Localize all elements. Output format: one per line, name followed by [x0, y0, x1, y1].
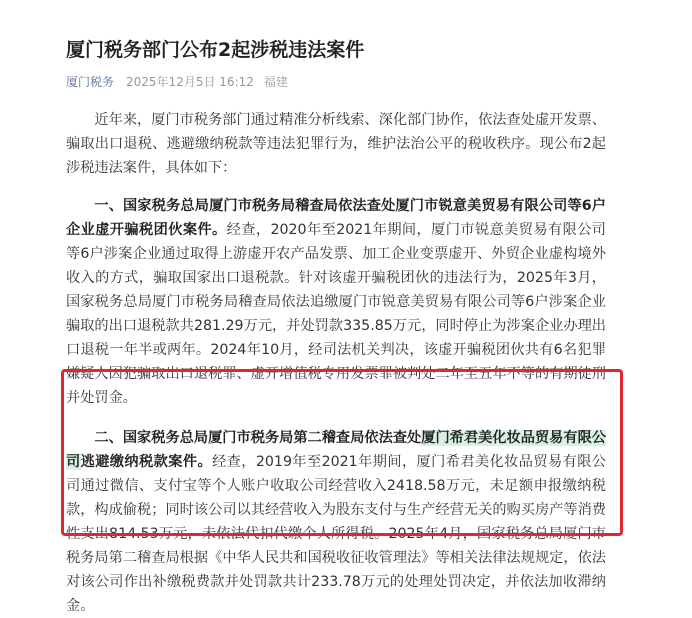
article-meta: [66, 74, 288, 90]
case-1-body: 经查，2020年至2021年期间，厦门市锐意美贸易有限公司等6户涉案企业通过取得上游虚开农产品发票、加工企业变票虚开、外贸企业虚构境外收入的方式，骗取国家出口退税款。针对该虚开骗税团伙的违法行为，2025年3月，国家税务总局厦门市税务局稽查局依法追缴厦门市锐意美贸易有限公司等6户涉案企业骗取的出口退税款共281.29万元，并处罚款335.85万元，同时停止为涉案企业办理出口退税一年半或两年。2024年10月，经司法机关判决，该虚开骗税团伙共有6名犯罪嫌疑人因犯骗取出口退税罪、虚开增值税专用发票罪被判处二年至五年不等的有期徒刑并处罚金。: [66, 222, 606, 406]
case-2-title-end: 逃避缴纳税款案件。: [80, 454, 213, 470]
publish-location: 福建: [263, 75, 288, 89]
case-2-paragraph: [66, 426, 606, 618]
source-account-link[interactable]: 厦门税务: [66, 75, 115, 89]
publish-date: 2025年12月5日: [126, 75, 216, 89]
case-2-title-start: 二、国家税务总局厦门市税务局第二稽查局依法查处: [94, 430, 422, 446]
article-body: [66, 108, 606, 618]
case-1-title: 一、国家税务总局厦门市税务局稽查局依法查处厦门市锐意美贸易有限公司等6户企业虚开骗税团伙案件。: [66, 198, 606, 238]
publish-time: 16:12: [219, 75, 254, 89]
intro-paragraph: 近年来，厦门市税务部门通过精准分析线索、深化部门协作，依法查处虚开发票、骗取出口退税、逃避缴纳税款等违法犯罪行为，维护法治公平的税收秩序。现公布2起涉税违法案件，具体如下：: [66, 112, 606, 176]
case-1-paragraph: [66, 194, 606, 410]
article-title: 厦门税务部门公布2起涉税违法案件: [66, 39, 365, 61]
case-2-body: 经查，2019年至2021年期间，厦门希君美化妆品贸易有限公司通过微信、支付宝等个人账户收取公司经营收入2418.58万元，未足额申报缴纳税款，构成偷税；同时该公司以其经营收入为股东支付与生产经营无关的购买房产等消费性支出814.53万元，未依法代扣代缴个人所得税。2025年4月，国家税务总局厦门市税务局第二稽查局根据《中华人民共和国税收征收管理法》等相关法律法规规定，依法对该公司作出补缴税费款并处罚款共计233.78万元的处理处罚决定，并依法加收滞纳金。: [66, 454, 606, 614]
case-2-company-highlight: 厦门希君美化妆品贸易有限公司: [66, 430, 606, 470]
